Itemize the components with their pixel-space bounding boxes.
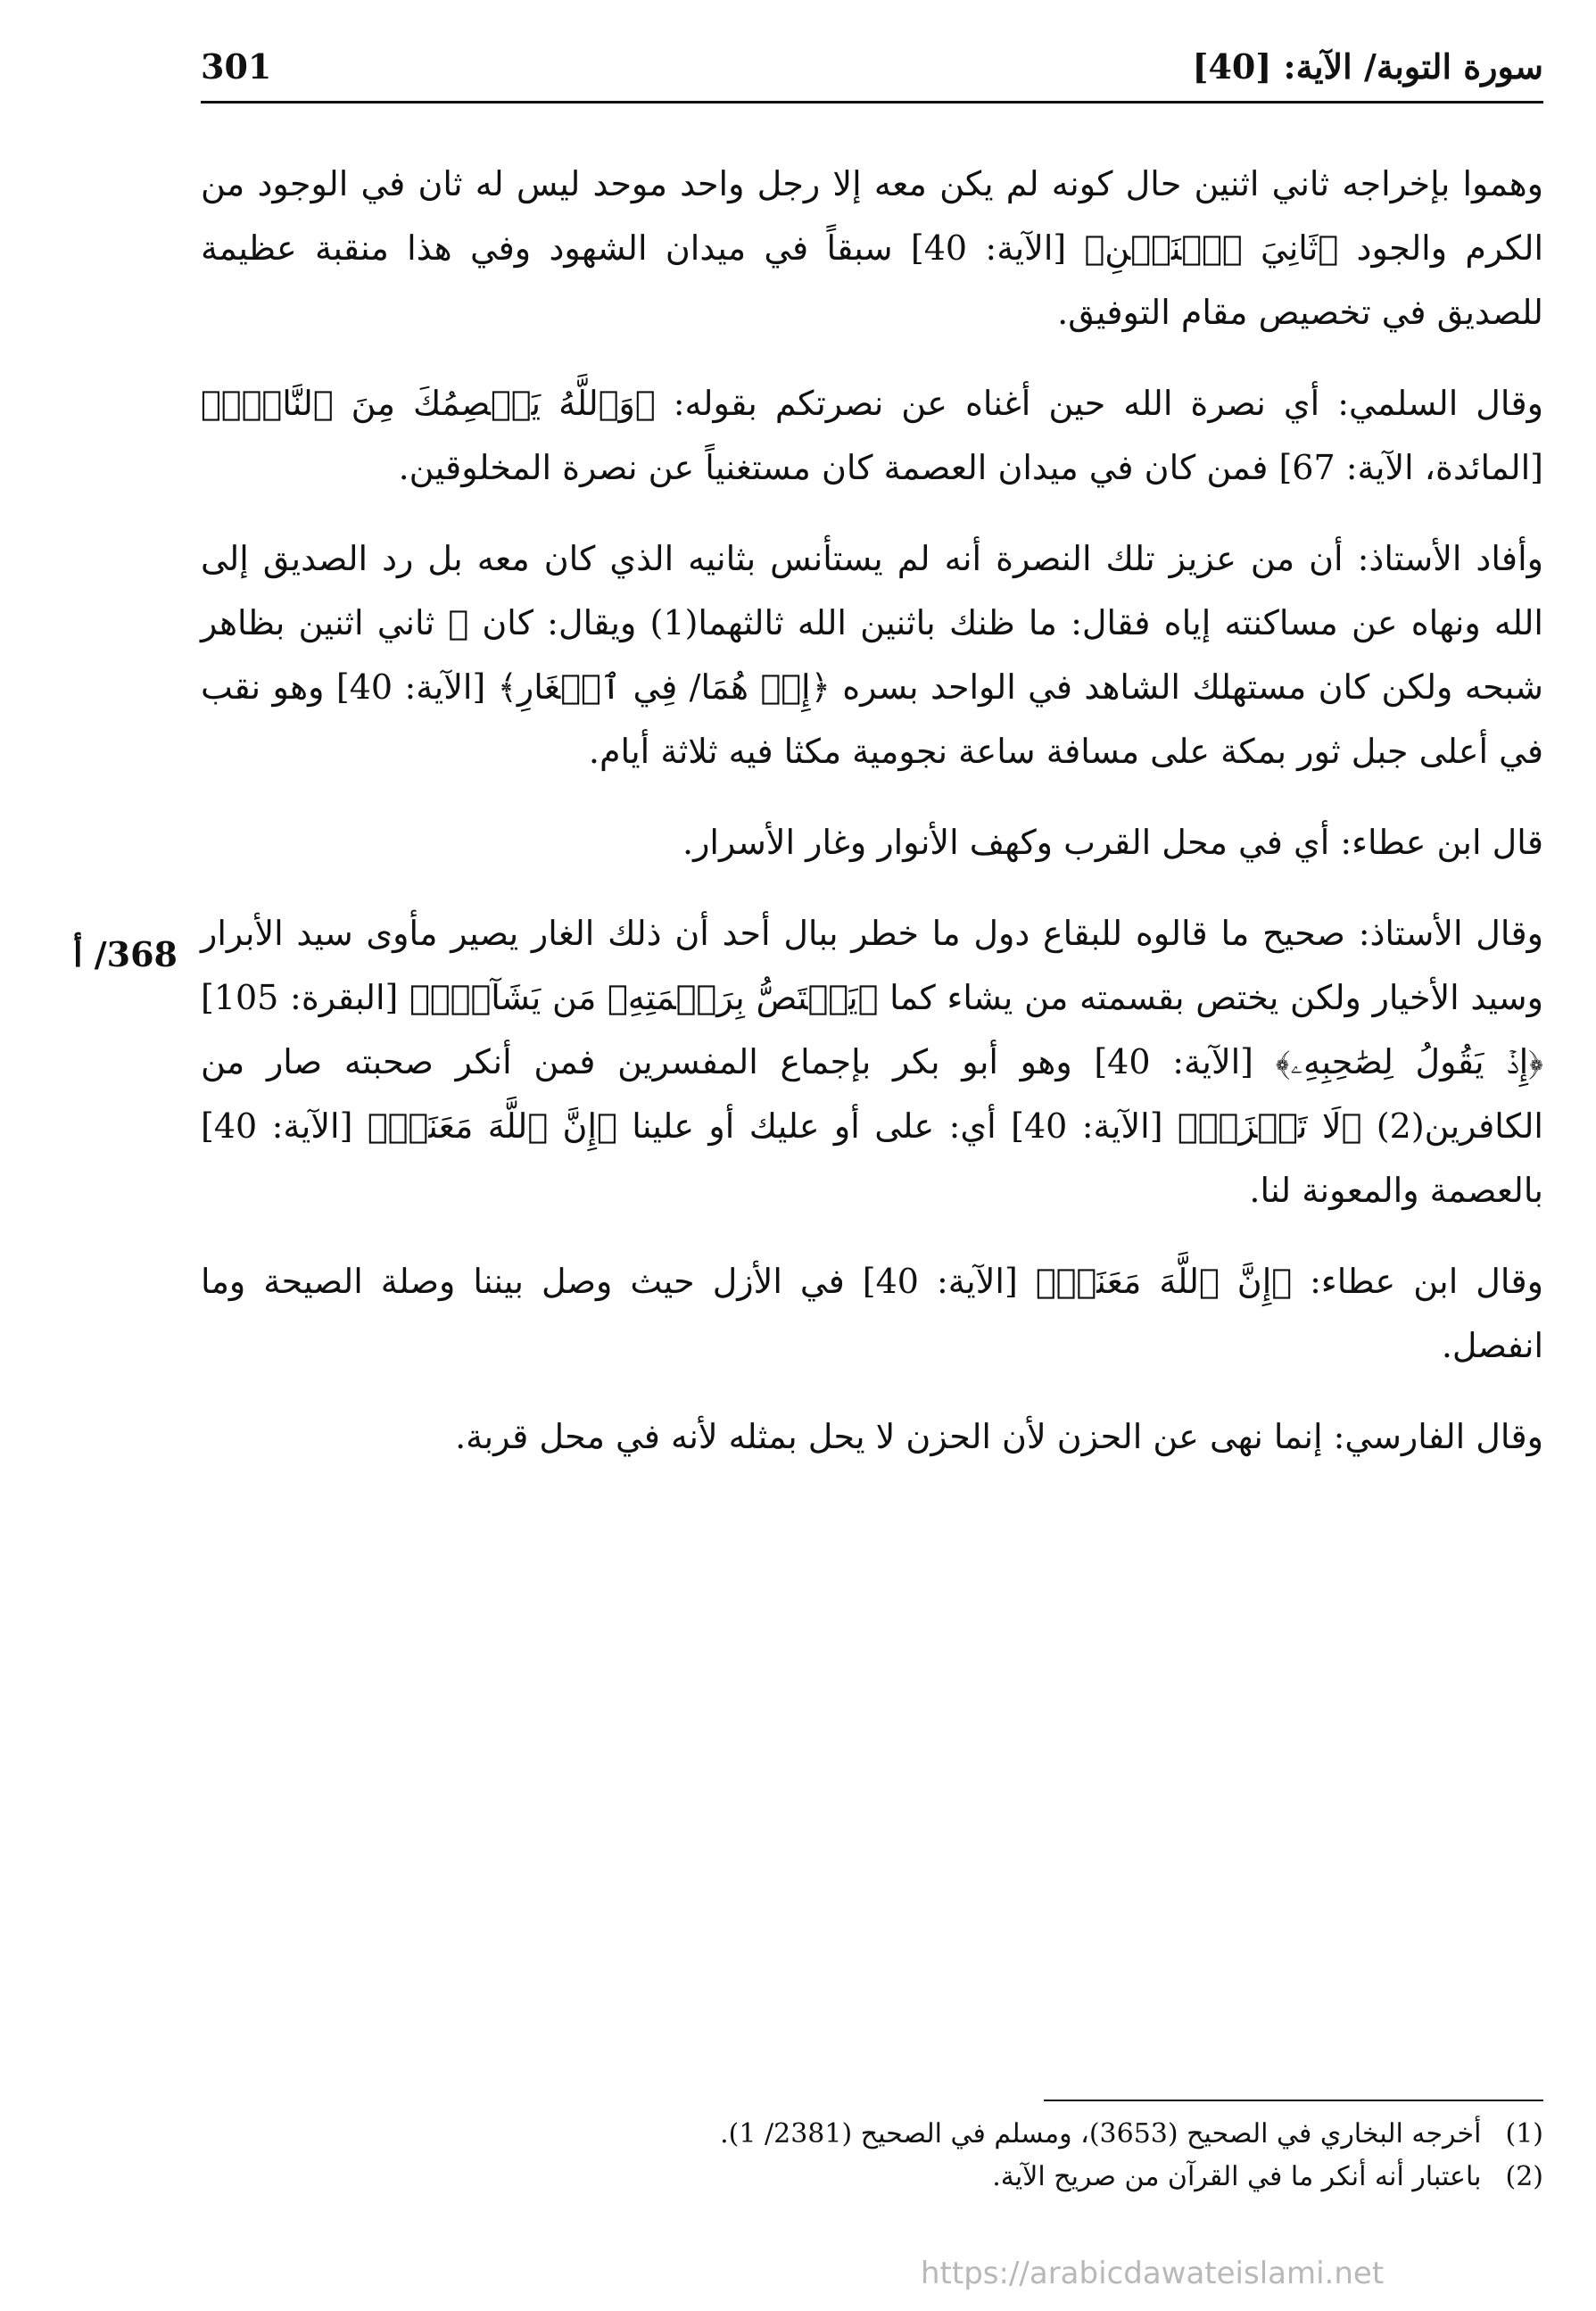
footnote-divider bbox=[1044, 2100, 1543, 2101]
main-text bbox=[201, 152, 1543, 1495]
footnote bbox=[201, 2156, 1543, 2199]
footnote-number: (2) bbox=[1505, 2161, 1543, 2192]
page-number: 301 bbox=[201, 46, 272, 87]
header-divider bbox=[201, 101, 1543, 104]
footnote-text: باعتبار أنه أنكر ما في القرآن من صريح الآية. bbox=[992, 2161, 1482, 2192]
watermark-url: https://arabicdawateislami.net bbox=[921, 2256, 1385, 2291]
page-header bbox=[201, 46, 1543, 100]
paragraph: قال ابن عطاء: أي في محل القرب وكهف الأنوار وغار الأسرار. bbox=[682, 823, 1543, 862]
paragraph: وهموا بإخراجه ثاني اثنين حال كونه لم يكن معه إلا رجل واحد موحد ليس له ثان في الوجود من الكرم والجود ﴿ثَانِيَ ٱثۡنَيۡنِ﴾ [الآية: 40] سبقاً في ميدان الشهود وفي هذا منقبة عظيمة للصديق في تخصيص مقام التوفيق. bbox=[201, 164, 1543, 332]
paragraph: وقال السلمي: أي نصرة الله حين أغناه عن نصرتكم بقوله: ﴿وَٱللَّهُ يَعۡصِمُكَ مِنَ ٱلنَّاسِۗ﴾ [المائدة، الآية: 67] فمن كان في ميدان العصمة كان مستغنياً عن نصرة المخلوقين. bbox=[201, 384, 1543, 487]
paragraph: وأفاد الأستاذ: أن من عزيز تلك النصرة أنه لم يستأنس بثانيه الذي كان معه بل رد الصديق إلى الله ونهاه عن مساكنته إياه فقال: ما ظنك باثنين الله ثالثهما(1) ويقال: كان ﷺ ثاني اثنين بظاهر شبحه ولكن كان مستهلك الشاهد في الواحد بسره ﴿إِذۡ هُمَا/ فِي ٱلۡغَارِ﴾ [الآية: 40] وهو نقب في أعلى جبل ثور بمكة على مسافة ساعة نجومية مكثا فيه ثلاثة أيام. bbox=[201, 539, 1543, 771]
paragraph: وقال الأستاذ: صحيح ما قالوه للبقاع دول ما خطر ببال أحد أن ذلك الغار يصير مأوى سيد الأبرار وسيد الأخيار ولكن يختص بقسمته من يشاء كما ﴿يَخۡتَصُّ بِرَحۡمَتِهِۦ مَن يَشَآءُۚ﴾ [البقرة: 105] ﴿إِذۡ يَقُولُ لِصَٰحِبِهِۦ﴾ [الآية: 40] وهو أبو بكر بإجماع المفسرين فمن أنكر صحبته صار من الكافرين(2) ﴿لَا تَحۡزَنۡ﴾ [الآية: 40] أي: على أو عليك أو علينا ﴿إِنَّ ٱللَّهَ مَعَنَاۖ﴾ [الآية: 40] بالعصمة والمعونة لنا. bbox=[201, 914, 1544, 1210]
footnote-number: (1) bbox=[1505, 2118, 1543, 2149]
footnote-text: أخرجه البخاري في الصحيح (3653)، ومسلم في الصحيح (2381/ 1). bbox=[720, 2118, 1482, 2149]
running-title: سورة التوبة/ الآية: [40] bbox=[1192, 46, 1543, 87]
footnote bbox=[201, 2113, 1543, 2156]
paragraph: وقال ابن عطاء: ﴿إِنَّ ٱللَّهَ مَعَنَاۖ﴾ [الآية: 40] في الأزل حيث وصل بيننا وصلة الصيحة وما انفصل. bbox=[201, 1262, 1543, 1365]
manuscript-folio-note: 368/ أ bbox=[73, 934, 178, 974]
footnotes bbox=[201, 2113, 1543, 2199]
paragraph: وقال الفارسي: إنما نهى عن الحزن لأن الحزن لا يحل بمثله لأنه في محل قربة. bbox=[455, 1417, 1543, 1456]
